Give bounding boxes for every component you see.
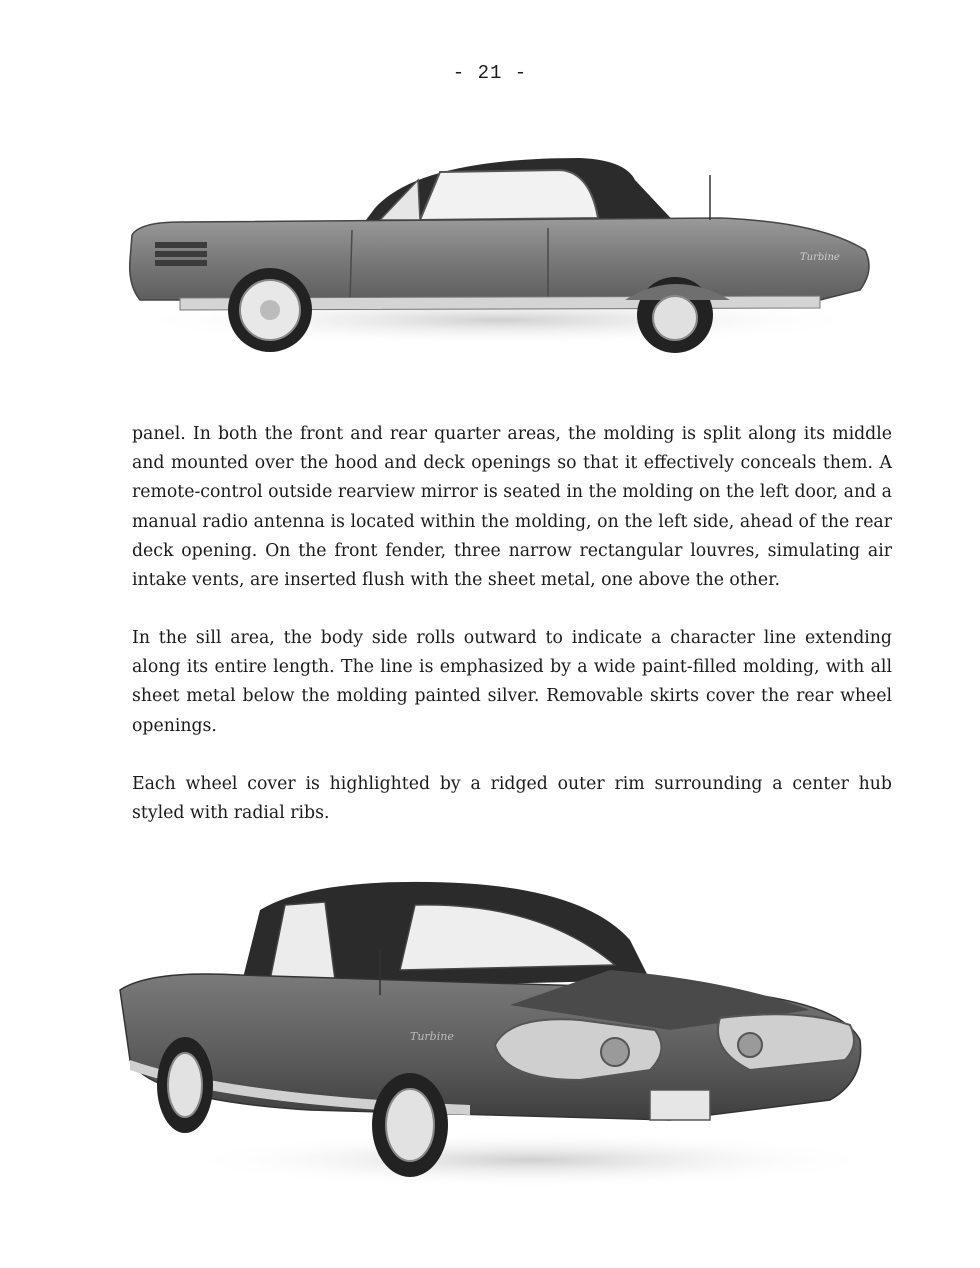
paragraph-text: panel. In both the front and rear quarter areas, the molding is split along its middle and mounted over the hood and deck openings so that it effectively conceals them. A remote-control outside rearview mirror is seated in the molding on the left door, and a manual radio antenna is located within the molding, on the left side, ahead of the rear deck opening. On the front fender, three narrow rectangular louvres, simulating air intake vents, are inserted flush with the sheet metal, one above the other. [132, 424, 892, 591]
paragraph-text: Each wheel cover is highlighted by a ridged outer rim surrounding a center hub styled with radial ribs. [132, 774, 892, 824]
paragraph-3 [132, 770, 892, 828]
page-number: - 21 - [452, 62, 528, 84]
paragraph-text: In the sill area, the body side rolls outward to indicate a character line extending along its entire length. The line is emphasized by a wide paint-filled molding, with all sheet metal below the molding painted silver. Removable skirts cover the rear wheel openings. [132, 628, 892, 736]
rear-script-badge: Turbine [410, 1030, 454, 1043]
paragraph-1 [132, 420, 892, 595]
side-script-badge: Turbine [800, 252, 840, 263]
car-side-view-illustration [120, 150, 880, 360]
paragraph-2 [132, 624, 892, 741]
car-rear-three-quarter-illustration [110, 880, 880, 1190]
